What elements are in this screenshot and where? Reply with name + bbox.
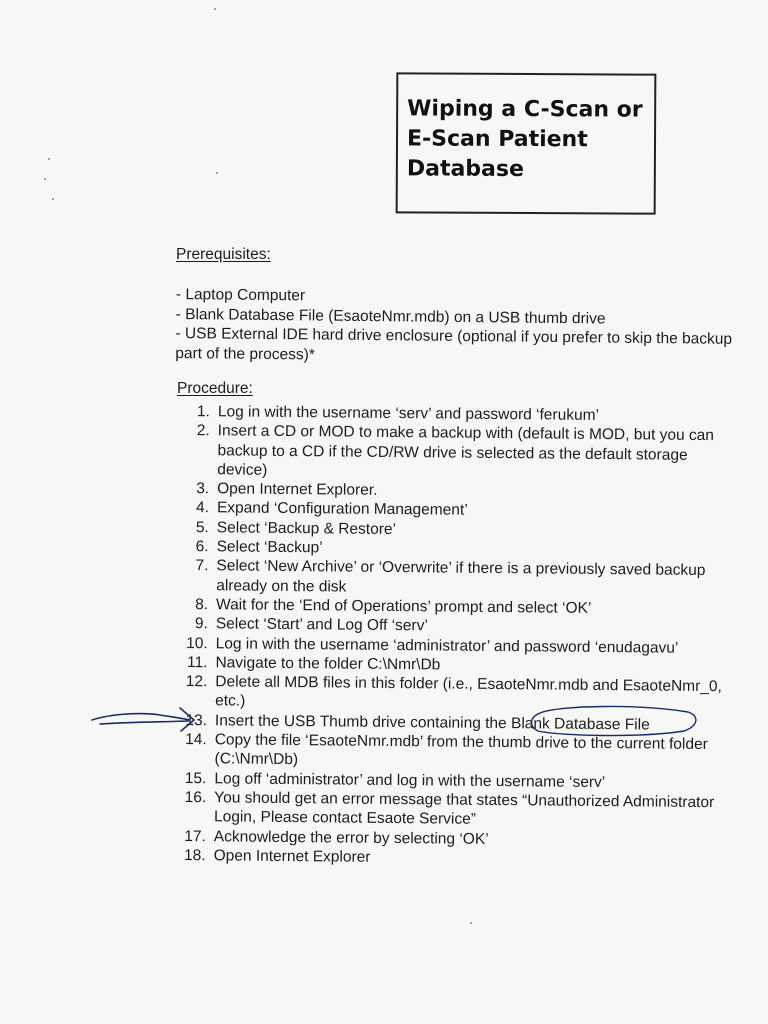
step-number: 10. xyxy=(186,634,208,652)
step-text: Open Internet Explorer. xyxy=(217,480,378,500)
procedure-step xyxy=(182,846,727,871)
procedure-step xyxy=(183,672,728,716)
step-number: 1. xyxy=(196,403,210,421)
scan-speck xyxy=(52,198,54,200)
step-text: Open Internet Explorer xyxy=(213,847,371,866)
title-box xyxy=(396,72,657,214)
step-number: 5. xyxy=(195,518,209,537)
step-number: 12. xyxy=(185,673,208,691)
step-number: 7. xyxy=(195,557,209,575)
handwritten-arrow-icon xyxy=(92,708,194,731)
step-text: Log off ‘administrator’ and log in with the username ‘serv’ xyxy=(214,769,606,791)
procedure-heading: Procedure: xyxy=(177,380,253,397)
step-text: Acknowledge the error by selecting ‘OK’ xyxy=(213,827,489,848)
prerequisite-item: - Laptop Computer xyxy=(175,285,306,305)
step-text: Copy the file ‘EsaoteNmr.mdb’ from the thumb drive to the current folder (C:\Nmr\Db) xyxy=(214,731,708,769)
step-text: Select ‘Start’ and Log Off ‘serv’ xyxy=(215,615,428,635)
step-number: 11. xyxy=(187,653,208,672)
step-number: 2. xyxy=(196,422,210,440)
step-number: 17. xyxy=(184,827,206,845)
step-text: Expand ‘Configuration Management’ xyxy=(216,499,468,520)
prerequisite-item: - USB External IDE hard drive enclosure (optional if you prefer to skip the backup part of the process)* xyxy=(175,324,733,363)
step-number: 16. xyxy=(184,788,207,807)
step-number: 9. xyxy=(194,615,208,633)
step-text: You should get an error message that states “Unauthorized Administrator Login, Please contact Esaote Service” xyxy=(213,789,715,829)
step-text: Log in with the username ‘administrator’ and password ‘enudagavu’ xyxy=(215,634,679,657)
step-number: 8. xyxy=(195,596,209,614)
document-title: Wiping a C-Scan or E-Scan Patient Database xyxy=(406,96,643,182)
procedure-step xyxy=(184,556,729,600)
step-text: Select ‘New Archive’ or ‘Overwrite’ if there is a previously saved backup already on the disk xyxy=(216,557,706,596)
step-number: 4. xyxy=(195,499,210,517)
scan-speck xyxy=(48,158,50,160)
prerequisites-list xyxy=(175,285,736,369)
step-number: 14. xyxy=(185,731,207,749)
step-text: Delete all MDB files in this folder (i.e., EsaoteNmr.mdb and EsaoteNmr_0, etc.) xyxy=(215,673,722,711)
step-number: 3. xyxy=(196,480,210,498)
procedure-list xyxy=(182,402,731,870)
scan-speck xyxy=(216,172,218,174)
step-text: Insert the USB Thumb drive containing the Blank Database File xyxy=(214,712,650,734)
scan-speck xyxy=(470,922,472,924)
step-number: 18. xyxy=(184,846,206,865)
step-text: Navigate to the folder C:\Nmr\Db xyxy=(215,654,441,674)
procedure-step xyxy=(182,788,727,832)
step-number: 13. xyxy=(185,711,208,729)
step-number: 6. xyxy=(195,538,209,556)
step-text: Log in with the username ‘serv’ and password ‘ferukum’ xyxy=(217,403,600,424)
scan-speck xyxy=(44,178,46,180)
step-text: Select ‘Backup & Restore’ xyxy=(216,519,397,538)
step-number: 15. xyxy=(184,769,207,787)
prerequisites-heading: Prerequisites: xyxy=(176,246,271,263)
step-text: Wait for the ‘End of Operations’ prompt and select ‘OK’ xyxy=(215,596,592,617)
scan-speck xyxy=(214,8,216,10)
step-text: Insert a CD or MOD to make a backup with (default is MOD, but you can backup to a CD if the CD/RW drive is selected as the default storage device) xyxy=(217,422,714,479)
procedure-step xyxy=(185,421,731,484)
procedure-step xyxy=(182,730,727,774)
step-text: Select ‘Backup’ xyxy=(216,538,323,557)
prerequisite-item: - Blank Database File (EsaoteNmr.mdb) on a USB thumb drive xyxy=(175,305,606,327)
